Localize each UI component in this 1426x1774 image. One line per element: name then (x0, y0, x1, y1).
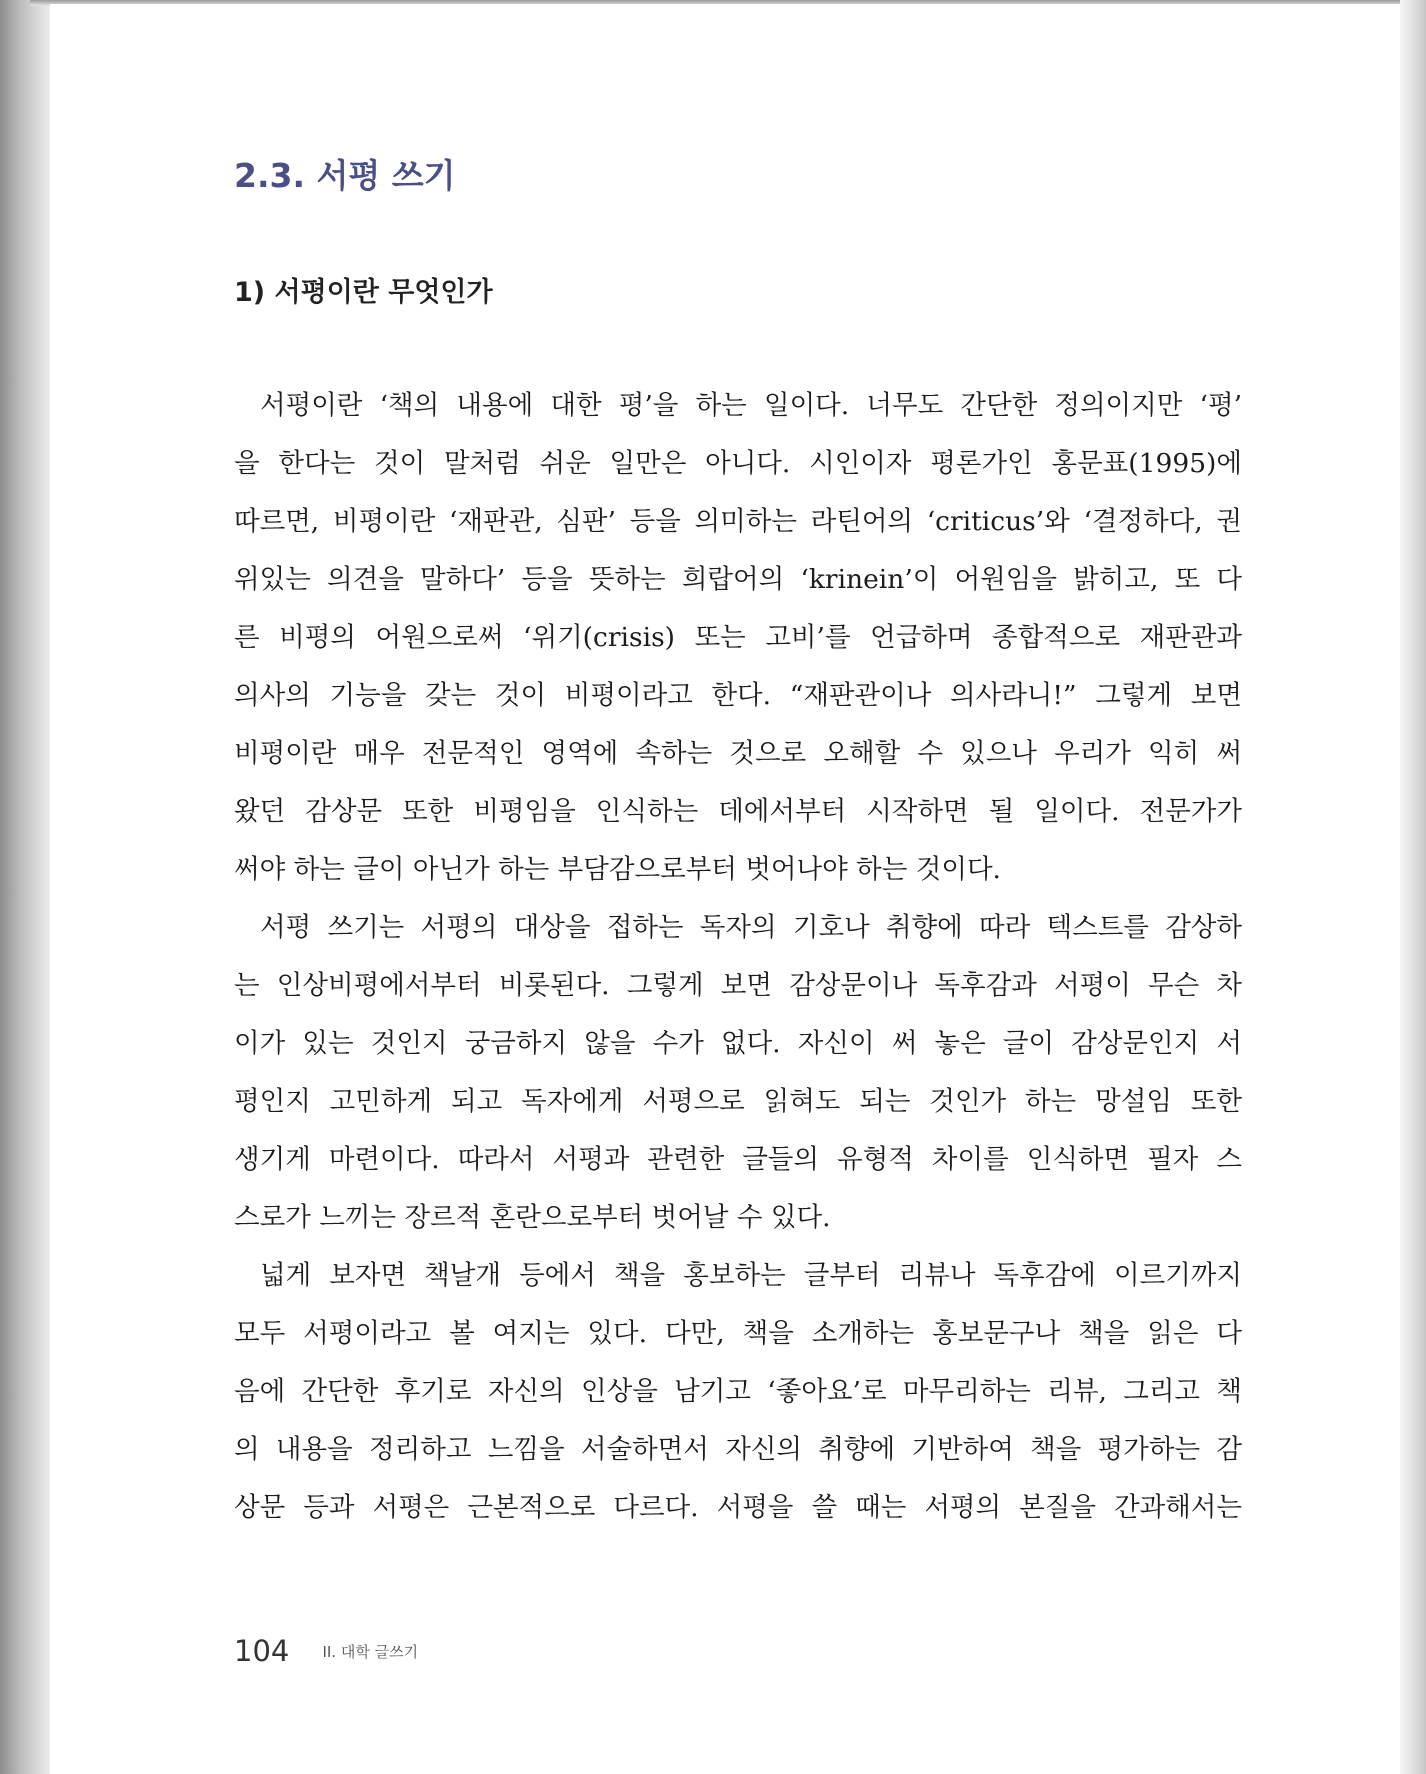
text-line: 모두 서평이라고 볼 여지는 있다. 다만, 책을 소개하는 홍보문구나 책을 읽은 다 (234, 1318, 1242, 1349)
text-line: 의 내용을 정리하고 느낌을 서술하면서 자신의 취향에 기반하여 책을 평가하는 감 (234, 1434, 1242, 1465)
text-line: 는 인상비평에서부터 비롯된다. 그렇게 보면 감상문이나 독후감과 서평이 무슨 차 (234, 970, 1242, 1001)
text-line: 른 비평의 어원으로써 ‘위기(crisis) 또는 고비’를 언급하며 종합적으로 재판관과 (234, 622, 1242, 653)
text-line: 따르면, 비평이란 ‘재판관, 심판’ 등을 의미하는 라틴어의 ‘criticus’와 ‘결정하다, 권 (234, 506, 1242, 537)
text-line: 서평 쓰기는 서평의 대상을 접하는 독자의 기호나 취향에 따라 텍스트를 감상하 (260, 912, 1242, 943)
text-line: 평인지 고민하게 되고 독자에게 서평으로 읽혀도 되는 것인가 하는 망설임 또한 (234, 1086, 1242, 1117)
text-line: 서평이란 ‘책의 내용에 대한 평’을 하는 일이다. 너무도 간단한 정의이지만 ‘평’ (260, 390, 1242, 421)
section-title: 2.3. 서평 쓰기 (234, 156, 456, 195)
body-text (234, 377, 1242, 1537)
book-right-edge (1400, 0, 1426, 1774)
text-line: 비평이란 매우 전문적인 영역에 속하는 것으로 오해할 수 있으나 우리가 익히 써 (234, 738, 1242, 769)
page-number: 104 (234, 1634, 290, 1668)
text-line: 이가 있는 것인지 궁금하지 않을 수가 없다. 자신이 써 놓은 글이 감상문인지 서 (234, 1028, 1242, 1059)
page-footer (234, 1634, 418, 1668)
text-line: 음에 간단한 후기로 자신의 인상을 남기고 ‘좋아요’로 마무리하는 리뷰, 그리고 책 (234, 1376, 1242, 1407)
book-spine-shadow (0, 0, 54, 1774)
text-line: 넓게 보자면 책날개 등에서 책을 홍보하는 글부터 리뷰나 독후감에 이르기까지 (260, 1260, 1242, 1291)
text-line: 생기게 마련이다. 따라서 서평과 관련한 글들의 유형적 차이를 인식하면 필자 스 (234, 1144, 1242, 1175)
text-line: 의사의 기능을 갖는 것이 비평이라고 한다. “재판관이나 의사라니!” 그렇게 보면 (234, 680, 1242, 711)
text-line: 상문 등과 서평은 근본적으로 다르다. 서평을 쓸 때는 서평의 본질을 간과해서는 (234, 1492, 1242, 1523)
subsection-title: 1) 서평이란 무엇인가 (234, 277, 493, 308)
running-head: II. 대학 글쓰기 (322, 1642, 419, 1661)
text-line: 스로가 느끼는 장르적 혼란으로부터 벗어날 수 있다. (234, 1202, 831, 1233)
text-line: 을 한다는 것이 말처럼 쉬운 일만은 아니다. 시인이자 평론가인 홍문표(1995)에 (234, 448, 1242, 479)
text-line: 왔던 감상문 또한 비평임을 인식하는 데에서부터 시작하면 될 일이다. 전문가가 (234, 796, 1242, 827)
text-line: 위있는 의견을 말하다’ 등을 뜻하는 희랍어의 ‘krinein’이 어원임을 밝히고, 또 다 (234, 564, 1242, 595)
text-line: 써야 하는 글이 아닌가 하는 부담감으로부터 벗어나야 하는 것이다. (234, 854, 1001, 885)
